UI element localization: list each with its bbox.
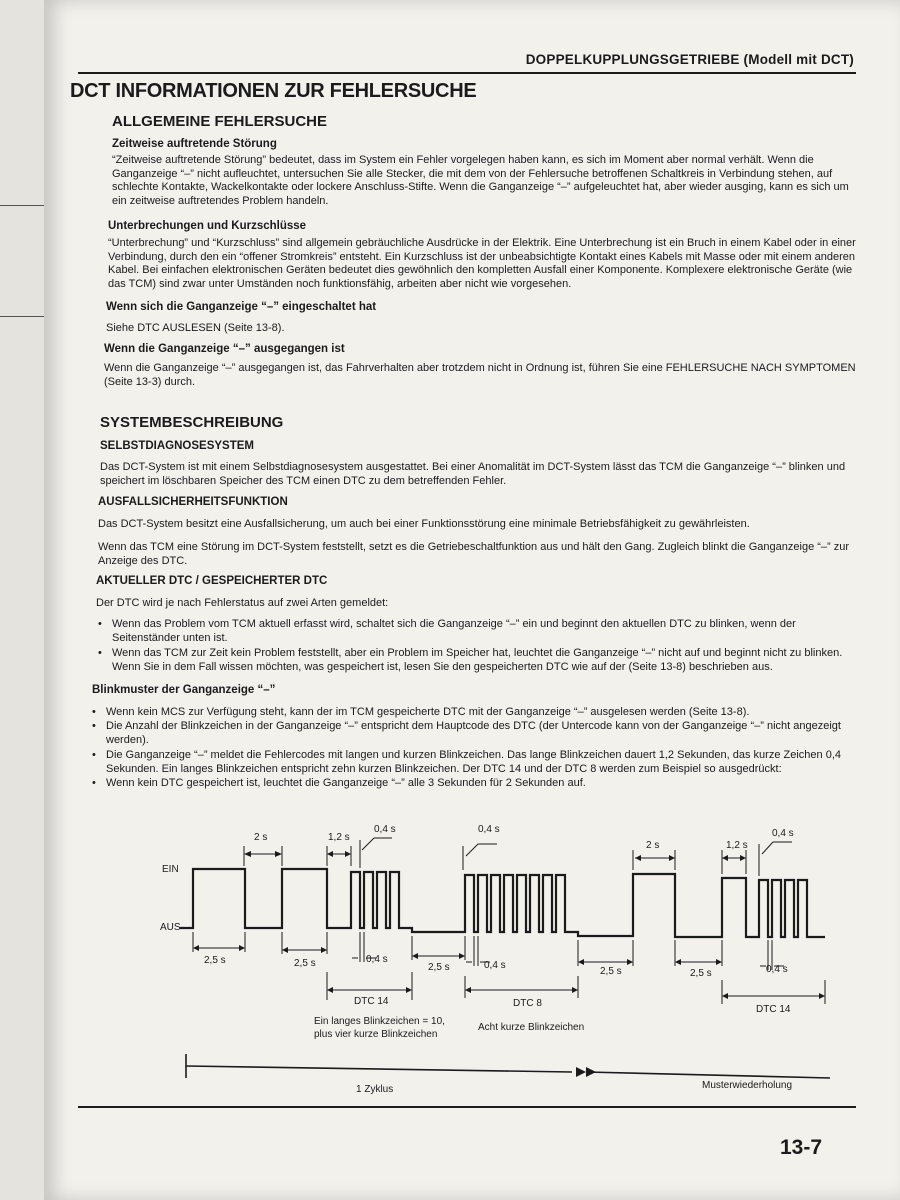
open-short-text: “Unterbrechung” und “Kurzschluss” sind allgemein gebräuchliche Ausdrücke in der Elektrik. Eine Unterbrechung ist ein Bruch in einem Kabel oder in einer Verbindung, durch den ein “offener Stromkreis” entsteht. Ein Kurzschluss ist der unbeabsichtigte Kontakt eines Kabels mit Masse oder mit einem anderen Kabel. Bei einfachen elektronischen Geräten bedeutet dies gewöhnlich den kompletten Ausfall einer Komponente. Komplexere elektronische Geräte (wie das TCM) sind zwar unter Umständen noch funktionsfähig, arbeiten aber nicht wie vorgesehen.: [108, 237, 856, 290]
selfdiag-text: Das DCT-System ist mit einem Selbstdiagnosesystem ausgestattet. Bei einer Anomalität im DCT-System lässt das TCM die Ganganzeige “–” blinken und speichert im löschbaren Speicher des TCM einen DTC zu dem betreffenden Fehler.: [100, 461, 846, 487]
page-number: 13-7: [780, 1136, 823, 1159]
page-title: DCT INFORMATIONEN ZUR FEHLERSUCHE: [70, 80, 477, 102]
failsafe-heading: AUSFALLSICHERHEITSFUNKTION: [98, 496, 288, 508]
running-head: DOPPELKUPPLUNGSGETRIEBE (Modell mit DCT): [525, 52, 854, 67]
blink-bullet-4: • Wenn kein DTC gespeichert ist, leuchtet die Ganganzeige “–” alle 3 Sekunden für 2 Sekunden auf.: [92, 777, 864, 791]
blink-bullet-1: • Wenn kein MCS zur Verfügung steht, kann der im TCM gespeicherte DTC mit der Ganganzeige “–” ausgelesen werden (Seite 13-8).: [92, 706, 864, 720]
short-blink-note: Acht kurze Blinkzeichen: [478, 1022, 585, 1033]
failsafe-text-1: Das DCT-System besitzt eine Ausfallsicherung, um auch bei einer Funktionsstörung eine minimale Betriebsfähigkeit zu gewährleisten.: [98, 518, 750, 530]
label-2s-1: 2 s: [254, 832, 268, 843]
label-12s-1: 1,2 s: [328, 832, 350, 843]
general-heading: ALLGEMEINE FEHLERSUCHE: [112, 113, 328, 130]
label-25s-1: 2,5 s: [204, 955, 226, 966]
blink-heading: Blinkmuster der Ganganzeige “–”: [92, 684, 276, 696]
label-2s-2: 2 s: [646, 840, 660, 851]
dtc-heading: AKTUELLER DTC / GESPEICHERTER DTC: [96, 575, 328, 587]
blink-bullet-2: • Die Anzahl der Blinkzeichen in der Ganganzeige “–” entspricht dem Hauptcode des DTC (der Untercode kann von der Ganganzeige “–” nicht angezeigt werden).: [92, 720, 864, 747]
footer-rule: [78, 1106, 856, 1108]
intermittent-heading: Zeitweise auftretende Störung: [112, 138, 277, 150]
aus-label: AUS: [160, 922, 181, 933]
indicator-on-text: Siehe DTC AUSLESEN (Seite 13-8).: [106, 322, 285, 334]
dtc14-label-2: DTC 14: [756, 1004, 791, 1015]
long-blink-note-2: plus vier kurze Blinkzeichen: [314, 1029, 438, 1040]
system-heading: SYSTEMBESCHREIBUNG: [100, 414, 284, 431]
blink-pattern-diagram: [0, 810, 900, 1110]
indicator-off-heading: Wenn die Ganganzeige “–” ausgegangen ist: [104, 343, 345, 355]
label-25s-5: 2,5 s: [690, 968, 712, 979]
dtc-bullet-2: • Wenn das TCM zur Zeit kein Problem feststellt, aber ein Problem im Speicher hat, leuchtet die Ganganzeige “–” nicht auf und beginnt nicht zu blinken. Wenn Sie in dem Fall wissen möchten, was gespeichert ist, lesen Sie den gespeicherten DTC wie auf der (Seite 13-8) beschrieben aus.: [98, 647, 864, 674]
label-25s-2: 2,5 s: [294, 958, 316, 969]
blink-bullet-3: • Die Ganganzeige “–” meldet die Fehlercodes mit langen und kurzen Blinkzeichen. Das lange Blinkzeichen dauert 1,2 Sekunden, das kurze Zeichen 0,4 Sekunden. Ein langes Blinkzeichen entspricht zehn kurzen Blinkzeichen. Der DTC 14 und der DTC 8 werden zum Beispiel so ausgedrückt:: [92, 749, 864, 776]
label-25s-3: 2,5 s: [428, 962, 450, 973]
indicator-on-heading: Wenn sich die Ganganzeige “–” eingeschaltet hat: [106, 301, 377, 313]
open-short-heading: Unterbrechungen und Kurzschlüsse: [108, 220, 307, 232]
label-04s-1: 0,4 s: [374, 824, 396, 835]
indicator-off-text: Wenn die Ganganzeige “–” ausgegangen ist, das Fahrverhalten aber trotzdem nicht in Ordnung ist, führen Sie eine FEHLERSUCHE NACH SYMPTOMEN (Seite 13-3) durch.: [104, 362, 856, 388]
label-04s-6: 0,4 s: [766, 964, 788, 975]
failsafe-text-2: Wenn das TCM eine Störung im DCT-System feststellt, setzt es die Getriebeschaltfunktion aus und hält den Gang. Zugleich blinkt die Ganganzeige “–” zur Anzeige des DTC.: [98, 541, 850, 567]
cycle-label: 1 Zyklus: [356, 1084, 394, 1095]
header-rule: [78, 72, 856, 74]
dtc-intro: Der DTC wird je nach Fehlerstatus auf zwei Arten gemeldet:: [96, 597, 389, 609]
dtc8-label: DTC 8: [513, 998, 542, 1009]
label-25s-4: 2,5 s: [600, 966, 622, 977]
long-blink-note-1: Ein langes Blinkzeichen = 10,: [314, 1016, 445, 1027]
dtc14-label-1: DTC 14: [354, 996, 389, 1007]
label-12s-2: 1,2 s: [726, 840, 748, 851]
intermittent-text: “Zeitweise auftretende Störung” bedeutet, dass im System ein Fehler vorgelegen haben kann, es sich im Moment aber normal verhält. Wenn die Ganganzeige “–” nicht aufleuchtet, untersuchen Sie alle Stecker, die mit dem von der Fehlersuche betroffenen Schaltkreis in Verbindung stehen, auf schlechte Kontakte, Wackelkontakte oder lockere Anschluss-Stifte. Wenn die Ganganzeige “–” aufgeleuchtet hat, aber wieder ausging, kann es sich um ein zeitweise auftretendes Problem handeln.: [112, 154, 849, 207]
selfdiag-heading: SELBSTDIAGNOSESYSTEM: [100, 440, 254, 452]
blink-waveform: [180, 869, 825, 937]
label-04s-5: 0,4 s: [484, 960, 506, 971]
repeat-label: Musterwiederholung: [702, 1080, 793, 1091]
label-04s-4: 0,4 s: [366, 954, 388, 965]
ein-label: EIN: [162, 864, 179, 875]
dtc-bullet-1: • Wenn das Problem vom TCM aktuell erfasst wird, schaltet sich die Ganganzeige “–” ein und beginnt den aktuellen DTC zu blinken, wenn der Seitenständer unten ist.: [98, 618, 864, 645]
label-04s-3: 0,4 s: [772, 828, 794, 839]
label-04s-2: 0,4 s: [478, 824, 500, 835]
